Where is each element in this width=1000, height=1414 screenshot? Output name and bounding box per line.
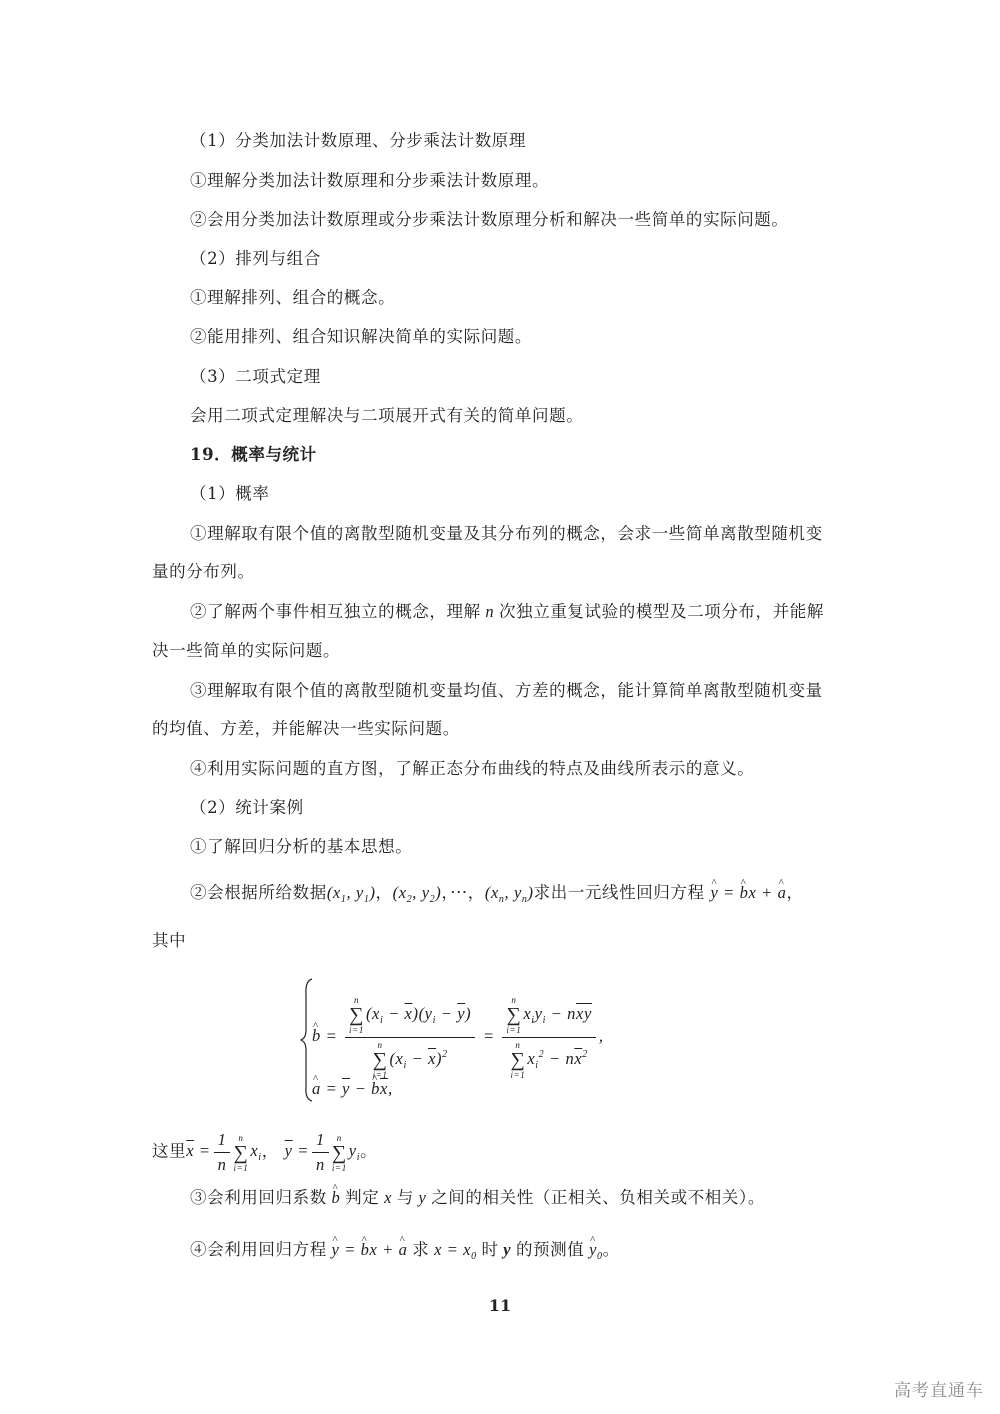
data-point-2: ($x_2$, $y_2$) <box>392 883 442 905</box>
line-24-part-d: 的预测值 <box>515 1240 585 1259</box>
line-18: （2）统计案例 <box>190 798 304 817</box>
math-y-bold: y <box>498 1240 516 1259</box>
line-20-part-b: 求出一元线性回归方程 <box>533 883 705 902</box>
line-24: ④会利用回归方程 ^ y = ^ bx + ^ a 求 $x = x_0$ 时 y 的预测值 ^ $y_0$。 <box>190 1240 620 1267</box>
b-hat-formula: ^ b = n ∑ $i=1(x_i - \overline{x})(y_i - \overline{y})$ n ∑ $i=1(x_i - \overline{x})^2$ = n ∑ $i=1x_iy_i - n\overline{x}\overline{y}$ n ∑ $i=1x_i^2 - n\overline{x}^2$ , <box>312 995 604 1080</box>
line-23-part-a: ③会利用回归系数 <box>190 1188 327 1207</box>
line-8: 会用二项式定理解决与二项展开式有关的简单问题。 <box>190 406 584 425</box>
line-20: ②会根据所给数据($x_1$, $y_1$)，($x_2$, $y_2$)，···，($x_n$, $y_n$)求出一元线性回归方程 ^ y = ^ bx + ^ a， <box>190 883 804 910</box>
line-23-part-d: 之间的相关性（正相关、负相关或不相关）。 <box>431 1188 765 1207</box>
line-13 <box>190 602 824 622</box>
regression-equation: ^ y = ^ bx + ^ a <box>710 883 786 902</box>
line-22-part-a: 这里 <box>152 1141 187 1161</box>
line-19: ①了解回归分析的基本思想。 <box>190 837 413 856</box>
y-bar-definition: $\overline{y}$ = $\frac{1}{n}$ n ∑ $i=1y_i$ <box>284 1130 361 1174</box>
section-heading: 19．概率与统计 <box>190 445 317 464</box>
line-24-part-a: ④会利用回归方程 <box>190 1240 327 1259</box>
line-23 <box>190 1188 765 1208</box>
math-x: x <box>379 1188 397 1207</box>
line-17: ④利用实际问题的直方图，了解正态分布曲线的特点及曲线所表示的意义。 <box>190 759 755 778</box>
data-point-n: ($x_n$, $y_n$) <box>484 883 534 905</box>
line-14: 决一些简单的实际问题。 <box>152 641 341 660</box>
line-13-part-b: 次独立重复试验的模型及二项分布，并能解 <box>499 602 824 621</box>
line-20-part-a: ②会根据所给数据 <box>190 883 327 902</box>
watermark-text: 高考直通车 <box>894 1381 984 1401</box>
line-23-part-c: 与 <box>396 1188 414 1207</box>
regression-equation-2: ^ y = ^ bx + ^ a <box>327 1240 412 1259</box>
line-7: （3）二项式定理 <box>190 367 321 386</box>
regression-coefficient-formula <box>300 975 620 1105</box>
line-10: （1）概率 <box>190 484 270 503</box>
line-16: 的均值、方差，并能解决一些实际问题。 <box>152 719 460 738</box>
math-y0-hat: ^ $y_0$ <box>584 1240 602 1259</box>
line-21: 其中 <box>152 931 187 950</box>
line-15: ③理解取有限个值的离散型随机变量均值、方差的概念，能计算简单离散型随机变量 <box>190 681 823 700</box>
a-hat-formula: ^ $a = \overline{y}$ − ^ $b\overline{x}$, <box>312 1079 393 1099</box>
line-13-part-a: ②了解两个事件相互独立的概念，理解 <box>190 602 481 621</box>
line-2: ①理解分类加法计数原理和分步乘法计数原理。 <box>190 171 550 190</box>
math-n: n <box>480 602 500 621</box>
line-4: （2）排列与组合 <box>190 249 321 268</box>
line-23-part-b: 判定 <box>345 1188 380 1207</box>
line-6: ②能用排列、组合知识解决简单的实际问题。 <box>190 327 532 346</box>
math-b-hat: ^ b <box>327 1188 345 1207</box>
data-point-1: ($x_1$, $y_1$) <box>326 883 376 905</box>
line-3: ②会用分类加法计数原理或分步乘法计数原理分析和解决一些简单的实际问题。 <box>190 210 789 229</box>
math-y: y <box>413 1188 432 1207</box>
page-number: 11 <box>488 1296 512 1315</box>
math-x-eq-x0: $x = x_0$ <box>429 1240 477 1262</box>
x-bar-definition: $\overline{x}$ = $\frac{1}{n}$ n ∑ $i=1x_i$ <box>186 1130 262 1174</box>
line-22: 这里$\overline{x}$ = $\frac{1}{n}$ n ∑ $i=1x_i$， $\overline{y}$ = $\frac{1}{n}$ n ∑ $i=1y_i$。 <box>152 1130 378 1174</box>
line-1: （1）分类加法计数原理、分步乘法计数原理 <box>190 131 526 150</box>
line-24-part-c: 时 <box>481 1240 499 1259</box>
line-5: ①理解排列、组合的概念。 <box>190 288 396 307</box>
line-12: 量的分布列。 <box>152 562 255 581</box>
line-11: ①理解取有限个值的离散型随机变量及其分布列的概念，会求一些简单离散型随机变 <box>190 524 823 543</box>
line-24-part-b: 求 <box>412 1240 430 1259</box>
